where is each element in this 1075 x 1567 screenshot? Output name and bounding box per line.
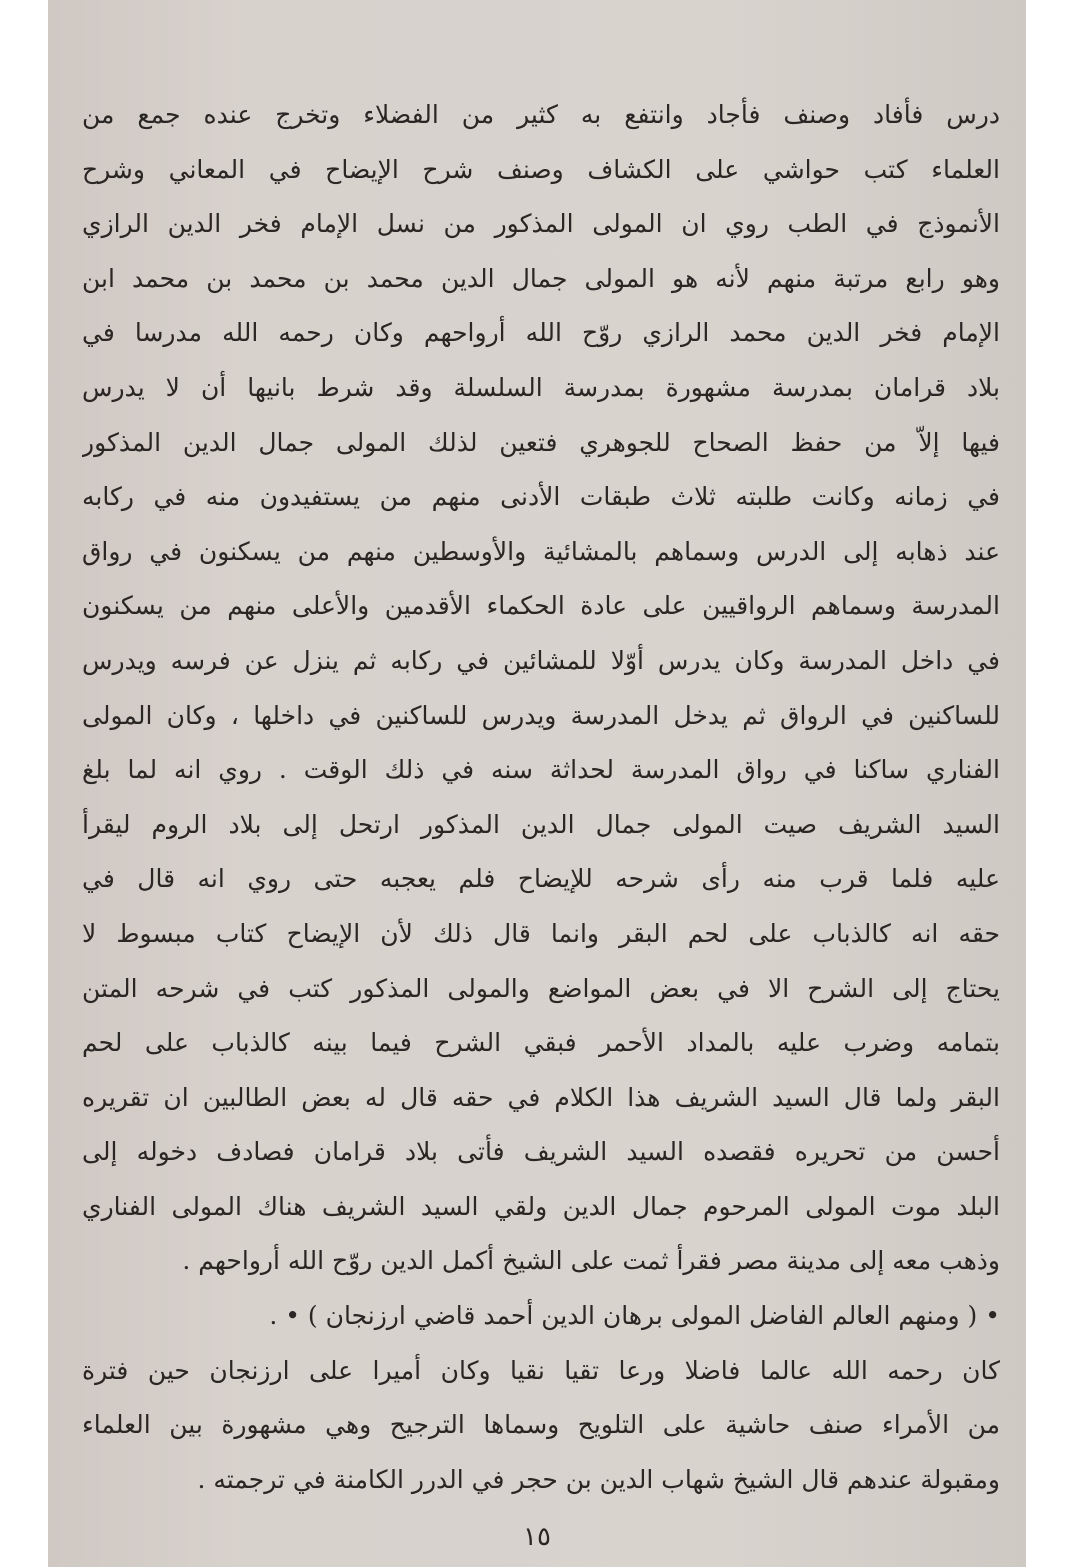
text-line: للساكنين في الرواق ثم يدخل المدرسة ويدرس للساكنين في داخلها ، وكان المولى (82, 700, 1000, 730)
text-line: السيد الشريف صيت المولى جمال الدين المذكور ارتحل إلى بلاد الروم ليقرأ (82, 809, 1000, 839)
text-line: فيها إلاّ من حفظ الصحاح للجوهري فتعين لذلك المولى جمال الدين المذكور (82, 427, 1000, 457)
text-line: الأنموذج في الطب روي ان المولى المذكور من نسل الإمام فخر الدين الرازي (82, 209, 1000, 239)
section-heading: • ( ومنهم العالم الفاضل المولى برهان الدين أحمد قاضي ارزنجان ) • . (269, 1301, 1000, 1331)
text-line: البقر ولما قال السيد الشريف هذا الكلام في حقه قال له بعض الطالبين ان تقريره (82, 1082, 1000, 1112)
text-line: يحتاج إلى الشرح الا في بعض المواضع والمولى المذكور كتب في شرحه المتن (82, 973, 1000, 1003)
text-line: في زمانه وكانت طلبته ثلاث طبقات الأدنى منهم من يستفيدون منه في ركابه (82, 482, 1000, 512)
text-line: الفناري ساكنا في رواق المدرسة لحداثة سنه في ذلك الوقت . روي انه لما بلغ (82, 755, 1000, 785)
text-line: درس فأفاد وصنف فأجاد وانتفع به كثير من الفضلاء وتخرج عنده جمع من (82, 100, 1000, 129)
text-line: أحسن من تحريره فقصده السيد الشريف فأتى بلاد قرامان فصادف دخوله إلى (82, 1137, 1000, 1167)
text-line: بتمامه وضرب عليه بالمداد الأحمر فبقي الشرح فيما بينه كالذباب على لحم (82, 1028, 1000, 1058)
text-line: ومقبولة عندهم قال الشيخ شهاب الدين بن حجر في الدرر الكامنة في ترجمته . (197, 1464, 1000, 1494)
text-line: البلد موت المولى المرحوم جمال الدين ولقي السيد الشريف هناك المولى الفناري (82, 1191, 1000, 1221)
text-line: بلاد قرامان بمدرسة مشهورة بمدرسة السلسلة وقد شرط بانيها أن لا يدرس (82, 372, 1000, 402)
body-text (82, 88, 1000, 1507)
text-line: المدرسة وسماهم الرواقيين على عادة الحكماء الأقدمين والأعلى منهم من يسكنون (82, 591, 1000, 621)
text-line: عليه فلما قرب منه رأى شرحه للإيضاح فلم يعجبه حتى روي انه قال في (82, 864, 1000, 894)
text-line: من الأمراء صنف حاشية على التلويح وسماها الترجيح وهي مشهورة بين العلماء (82, 1410, 1000, 1440)
book-page (48, 0, 1026, 1567)
page-number: ١٥ (523, 1522, 551, 1552)
text-line: في داخل المدرسة وكان يدرس أوّلا للمشائين في ركابه ثم ينزل عن فرسه ويدرس (82, 645, 1000, 675)
text-line: وذهب معه إلى مدينة مصر فقرأ ثمت على الشيخ أكمل الدين روّح الله أرواحهم . (182, 1246, 1000, 1276)
text-line: كان رحمه الله عالما فاضلا ورعا تقيا نقيا وكان أميرا على ارزنجان حين فترة (82, 1355, 1000, 1385)
text-line: وهو رابع مرتبة منهم لأنه هو المولى جمال الدين محمد بن محمد بن محمد ابن (82, 263, 1000, 293)
text-line: عند ذهابه إلى الدرس وسماهم بالمشائية والأوسطين منهم من يسكنون في رواق (82, 536, 1000, 566)
text-line: الإمام فخر الدين محمد الرازي روّح الله أرواحهم وكان رحمه الله مدرسا في (82, 318, 1000, 348)
text-line: العلماء كتب حواشي على الكشاف وصنف شرح الإيضاح في المعاني وشرح (82, 154, 1000, 184)
text-line: حقه انه كالذباب على لحم البقر وانما قال ذلك لأن الإيضاح كتاب مبسوط لا (82, 918, 1000, 948)
